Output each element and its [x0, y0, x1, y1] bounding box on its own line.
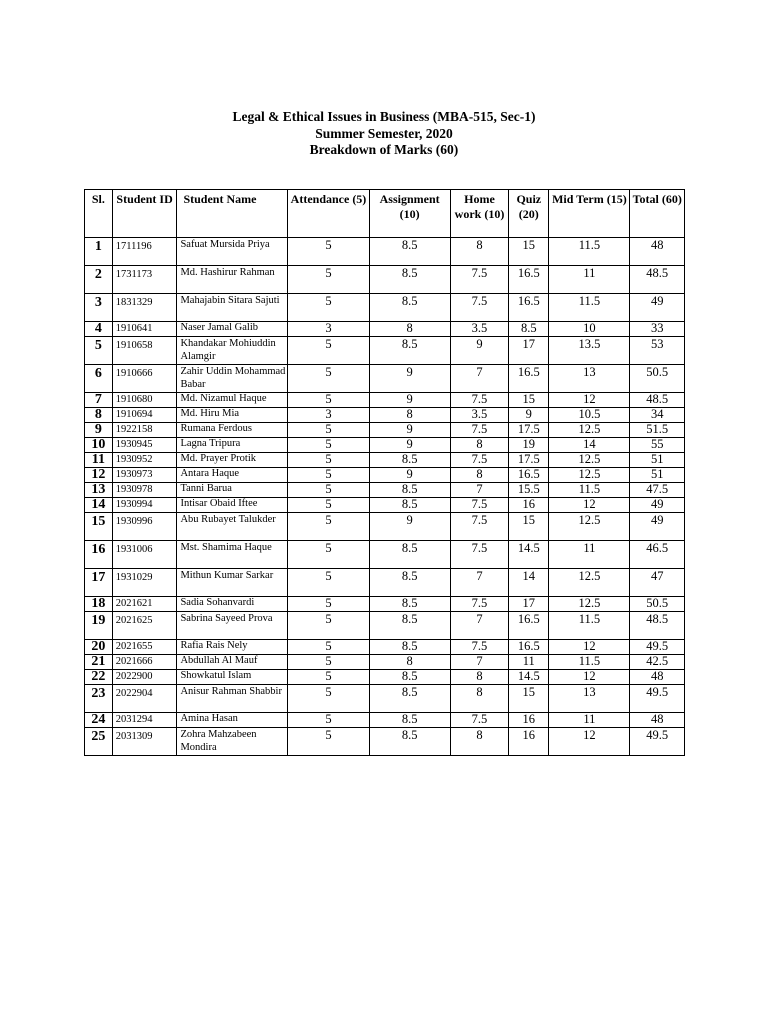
cell-midterm: 13 — [549, 365, 630, 393]
cell-student-name: Naser Jamal Galib — [177, 322, 288, 337]
cell-student-name: Zahir Uddin Mohammad Babar — [177, 365, 288, 393]
cell-homework: 7 — [450, 483, 509, 498]
cell-student-name: Anisur Rahman Shabbir — [177, 685, 288, 713]
cell-attendance: 5 — [288, 498, 369, 513]
cell-sl: 2 — [85, 266, 113, 294]
cell-student-id: 2021666 — [112, 655, 177, 670]
table-row — [85, 483, 685, 498]
cell-student-name: Rumana Ferdous — [177, 423, 288, 438]
cell-assignment: 8.5 — [369, 713, 450, 728]
cell-total: 49 — [630, 294, 685, 322]
cell-student-id: 1930996 — [112, 513, 177, 541]
cell-quiz: 17 — [509, 337, 549, 365]
cell-student-name: Abu Rubayet Talukder — [177, 513, 288, 541]
cell-assignment: 9 — [369, 393, 450, 408]
cell-student-id: 2022904 — [112, 685, 177, 713]
cell-sl: 18 — [85, 597, 113, 612]
cell-student-name: Sabrina Sayeed Prova — [177, 612, 288, 640]
cell-student-name: Safuat Mursida Priya — [177, 238, 288, 266]
cell-homework: 7.5 — [450, 266, 509, 294]
document-header — [0, 109, 768, 159]
cell-attendance: 5 — [288, 597, 369, 612]
cell-midterm: 14 — [549, 438, 630, 453]
table-row — [85, 393, 685, 408]
cell-quiz: 16.5 — [509, 365, 549, 393]
cell-quiz: 17.5 — [509, 423, 549, 438]
cell-assignment: 8.5 — [369, 266, 450, 294]
marks-table — [84, 189, 685, 756]
cell-quiz: 16.5 — [509, 468, 549, 483]
cell-attendance: 5 — [288, 453, 369, 468]
cell-midterm: 12 — [549, 498, 630, 513]
cell-quiz: 16 — [509, 498, 549, 513]
cell-total: 47.5 — [630, 483, 685, 498]
table-row — [85, 365, 685, 393]
cell-homework: 3.5 — [450, 322, 509, 337]
cell-quiz: 8.5 — [509, 322, 549, 337]
cell-assignment: 8 — [369, 655, 450, 670]
cell-total: 49.5 — [630, 685, 685, 713]
cell-assignment: 9 — [369, 513, 450, 541]
cell-sl: 11 — [85, 453, 113, 468]
cell-attendance: 5 — [288, 612, 369, 640]
cell-homework: 7 — [450, 365, 509, 393]
cell-sl: 15 — [85, 513, 113, 541]
cell-student-id: 1931006 — [112, 541, 177, 569]
cell-total: 48 — [630, 713, 685, 728]
cell-student-name: Md. Prayer Protik — [177, 453, 288, 468]
cell-sl: 19 — [85, 612, 113, 640]
cell-student-name: Sadia Sohanvardi — [177, 597, 288, 612]
cell-homework: 9 — [450, 337, 509, 365]
cell-assignment: 8.5 — [369, 498, 450, 513]
cell-attendance: 5 — [288, 569, 369, 597]
cell-sl: 4 — [85, 322, 113, 337]
cell-quiz: 16.5 — [509, 294, 549, 322]
cell-student-id: 2031309 — [112, 728, 177, 756]
table-header-row — [85, 190, 685, 238]
cell-quiz: 14.5 — [509, 541, 549, 569]
cell-student-name: Md. Nizamul Haque — [177, 393, 288, 408]
header-homework: Home work (10) — [450, 190, 509, 238]
cell-total: 53 — [630, 337, 685, 365]
cell-midterm: 10 — [549, 322, 630, 337]
cell-total: 49 — [630, 498, 685, 513]
cell-attendance: 5 — [288, 365, 369, 393]
cell-midterm: 11.5 — [549, 483, 630, 498]
cell-student-name: Tanni Barua — [177, 483, 288, 498]
cell-attendance: 3 — [288, 322, 369, 337]
cell-midterm: 12.5 — [549, 468, 630, 483]
cell-attendance: 5 — [288, 337, 369, 365]
table-row — [85, 569, 685, 597]
cell-assignment: 9 — [369, 365, 450, 393]
cell-attendance: 5 — [288, 713, 369, 728]
cell-attendance: 5 — [288, 483, 369, 498]
table-row — [85, 266, 685, 294]
cell-student-name: Khandakar Mohiuddin Alamgir — [177, 337, 288, 365]
table-row — [85, 513, 685, 541]
cell-student-id: 2021625 — [112, 612, 177, 640]
table-row — [85, 498, 685, 513]
cell-assignment: 8.5 — [369, 612, 450, 640]
cell-quiz: 19 — [509, 438, 549, 453]
cell-homework: 8 — [450, 468, 509, 483]
cell-quiz: 15 — [509, 393, 549, 408]
cell-midterm: 11.5 — [549, 612, 630, 640]
cell-student-name: Zohra Mahzabeen Mondira — [177, 728, 288, 756]
cell-student-id: 1922158 — [112, 423, 177, 438]
table-row — [85, 597, 685, 612]
cell-student-name: Amina Hasan — [177, 713, 288, 728]
table-row — [85, 453, 685, 468]
cell-student-name: Abdullah Al Mauf — [177, 655, 288, 670]
cell-assignment: 8.5 — [369, 483, 450, 498]
cell-student-id: 1930973 — [112, 468, 177, 483]
table-row — [85, 238, 685, 266]
cell-midterm: 10.5 — [549, 408, 630, 423]
marks-breakdown-title: Breakdown of Marks (60) — [309, 142, 459, 157]
cell-quiz: 16.5 — [509, 266, 549, 294]
cell-midterm: 13 — [549, 685, 630, 713]
cell-attendance: 5 — [288, 541, 369, 569]
header-quiz: Quiz (20) — [509, 190, 549, 238]
cell-midterm: 12 — [549, 670, 630, 685]
cell-homework: 7.5 — [450, 713, 509, 728]
cell-homework: 7.5 — [450, 294, 509, 322]
cell-midterm: 13.5 — [549, 337, 630, 365]
cell-quiz: 11 — [509, 655, 549, 670]
cell-student-name: Mst. Shamima Haque — [177, 541, 288, 569]
cell-student-id: 1930945 — [112, 438, 177, 453]
cell-attendance: 5 — [288, 655, 369, 670]
cell-homework: 7 — [450, 612, 509, 640]
table-row — [85, 468, 685, 483]
cell-attendance: 3 — [288, 408, 369, 423]
cell-total: 55 — [630, 438, 685, 453]
course-title: Legal & Ethical Issues in Business (MBA-515, Sec-1) — [232, 109, 536, 124]
cell-total: 46.5 — [630, 541, 685, 569]
cell-quiz: 15 — [509, 513, 549, 541]
cell-midterm: 12.5 — [549, 597, 630, 612]
cell-homework: 8 — [450, 238, 509, 266]
table-row — [85, 655, 685, 670]
cell-student-id: 1910694 — [112, 408, 177, 423]
cell-homework: 7.5 — [450, 423, 509, 438]
cell-total: 48.5 — [630, 393, 685, 408]
cell-student-id: 1910658 — [112, 337, 177, 365]
cell-student-name: Mithun Kumar Sarkar — [177, 569, 288, 597]
cell-quiz: 17.5 — [509, 453, 549, 468]
cell-sl: 3 — [85, 294, 113, 322]
cell-sl: 12 — [85, 468, 113, 483]
cell-homework: 8 — [450, 438, 509, 453]
cell-total: 50.5 — [630, 365, 685, 393]
cell-sl: 1 — [85, 238, 113, 266]
cell-sl: 22 — [85, 670, 113, 685]
cell-attendance: 5 — [288, 423, 369, 438]
cell-sl: 7 — [85, 393, 113, 408]
cell-total: 48.5 — [630, 266, 685, 294]
cell-quiz: 9 — [509, 408, 549, 423]
table-row — [85, 612, 685, 640]
cell-assignment: 8.5 — [369, 670, 450, 685]
cell-assignment: 8 — [369, 408, 450, 423]
header-assignment: Assignment (10) — [369, 190, 450, 238]
cell-sl: 24 — [85, 713, 113, 728]
header-student-id: Student ID — [112, 190, 177, 238]
cell-student-name: Rafia Rais Nely — [177, 640, 288, 655]
cell-midterm: 12.5 — [549, 513, 630, 541]
cell-midterm: 12.5 — [549, 569, 630, 597]
header-attendance: Attendance (5) — [288, 190, 369, 238]
cell-homework: 7.5 — [450, 640, 509, 655]
cell-sl: 5 — [85, 337, 113, 365]
header-midterm: Mid Term (15) — [549, 190, 630, 238]
header-sl: Sl. — [85, 190, 113, 238]
cell-student-id: 1930994 — [112, 498, 177, 513]
cell-student-id: 2021621 — [112, 597, 177, 612]
cell-attendance: 5 — [288, 294, 369, 322]
cell-midterm: 11.5 — [549, 655, 630, 670]
cell-midterm: 12 — [549, 640, 630, 655]
cell-student-name: Md. Hashirur Rahman — [177, 266, 288, 294]
cell-student-id: 1831329 — [112, 294, 177, 322]
cell-attendance: 5 — [288, 266, 369, 294]
cell-quiz: 16 — [509, 713, 549, 728]
cell-sl: 20 — [85, 640, 113, 655]
cell-sl: 23 — [85, 685, 113, 713]
cell-homework: 7.5 — [450, 453, 509, 468]
cell-quiz: 17 — [509, 597, 549, 612]
cell-student-id: 1910666 — [112, 365, 177, 393]
cell-student-id: 1731173 — [112, 266, 177, 294]
cell-attendance: 5 — [288, 393, 369, 408]
cell-student-name: Lagna Tripura — [177, 438, 288, 453]
cell-quiz: 15.5 — [509, 483, 549, 498]
cell-assignment: 8.5 — [369, 337, 450, 365]
table-row — [85, 713, 685, 728]
cell-student-id: 1930978 — [112, 483, 177, 498]
cell-sl: 14 — [85, 498, 113, 513]
cell-homework: 7.5 — [450, 597, 509, 612]
cell-sl: 21 — [85, 655, 113, 670]
cell-homework: 7 — [450, 655, 509, 670]
cell-quiz: 16.5 — [509, 612, 549, 640]
cell-assignment: 8.5 — [369, 453, 450, 468]
cell-homework: 7.5 — [450, 393, 509, 408]
cell-midterm: 11.5 — [549, 294, 630, 322]
cell-sl: 13 — [85, 483, 113, 498]
cell-sl: 6 — [85, 365, 113, 393]
cell-sl: 17 — [85, 569, 113, 597]
cell-midterm: 11 — [549, 713, 630, 728]
table-row — [85, 294, 685, 322]
table-row — [85, 322, 685, 337]
cell-quiz: 15 — [509, 238, 549, 266]
cell-attendance: 5 — [288, 438, 369, 453]
cell-assignment: 8.5 — [369, 685, 450, 713]
cell-assignment: 9 — [369, 438, 450, 453]
cell-sl: 9 — [85, 423, 113, 438]
cell-student-name: Intisar Obaid Iftee — [177, 498, 288, 513]
cell-total: 42.5 — [630, 655, 685, 670]
cell-sl: 25 — [85, 728, 113, 756]
header-total: Total (60) — [630, 190, 685, 238]
cell-assignment: 8.5 — [369, 238, 450, 266]
cell-quiz: 14.5 — [509, 670, 549, 685]
cell-total: 48.5 — [630, 612, 685, 640]
cell-total: 34 — [630, 408, 685, 423]
cell-assignment: 9 — [369, 423, 450, 438]
cell-student-name: Md. Hiru Mia — [177, 408, 288, 423]
table-row — [85, 423, 685, 438]
cell-sl: 8 — [85, 408, 113, 423]
cell-homework: 7 — [450, 569, 509, 597]
table-row — [85, 640, 685, 655]
table-row — [85, 337, 685, 365]
cell-total: 48 — [630, 670, 685, 685]
cell-midterm: 12 — [549, 393, 630, 408]
cell-assignment: 8.5 — [369, 541, 450, 569]
cell-total: 47 — [630, 569, 685, 597]
header-student-name: Student Name — [177, 190, 288, 238]
cell-midterm: 12.5 — [549, 423, 630, 438]
cell-total: 49.5 — [630, 728, 685, 756]
cell-assignment: 8.5 — [369, 728, 450, 756]
cell-student-id: 2021655 — [112, 640, 177, 655]
cell-homework: 3.5 — [450, 408, 509, 423]
cell-sl: 10 — [85, 438, 113, 453]
cell-student-name: Antara Haque — [177, 468, 288, 483]
cell-total: 51.5 — [630, 423, 685, 438]
cell-student-id: 1910641 — [112, 322, 177, 337]
cell-total: 51 — [630, 453, 685, 468]
cell-homework: 8 — [450, 685, 509, 713]
cell-student-id: 1910680 — [112, 393, 177, 408]
cell-assignment: 8.5 — [369, 640, 450, 655]
cell-assignment: 8.5 — [369, 294, 450, 322]
table-row — [85, 408, 685, 423]
cell-assignment: 8 — [369, 322, 450, 337]
cell-quiz: 16.5 — [509, 640, 549, 655]
cell-midterm: 11 — [549, 541, 630, 569]
cell-homework: 7.5 — [450, 498, 509, 513]
cell-total: 33 — [630, 322, 685, 337]
cell-sl: 16 — [85, 541, 113, 569]
cell-student-name: Mahajabin Sitara Sajuti — [177, 294, 288, 322]
cell-student-name: Showkatul Islam — [177, 670, 288, 685]
cell-homework: 8 — [450, 728, 509, 756]
cell-midterm: 12 — [549, 728, 630, 756]
cell-homework: 8 — [450, 670, 509, 685]
cell-assignment: 8.5 — [369, 569, 450, 597]
cell-attendance: 5 — [288, 468, 369, 483]
cell-attendance: 5 — [288, 640, 369, 655]
cell-attendance: 5 — [288, 728, 369, 756]
table-row — [85, 728, 685, 756]
cell-quiz: 16 — [509, 728, 549, 756]
cell-midterm: 11 — [549, 266, 630, 294]
table-row — [85, 670, 685, 685]
table-row — [85, 541, 685, 569]
table-body — [85, 238, 685, 756]
cell-attendance: 5 — [288, 238, 369, 266]
cell-homework: 7.5 — [450, 541, 509, 569]
cell-midterm: 11.5 — [549, 238, 630, 266]
cell-total: 51 — [630, 468, 685, 483]
cell-student-id: 1931029 — [112, 569, 177, 597]
cell-total: 50.5 — [630, 597, 685, 612]
cell-assignment: 8.5 — [369, 597, 450, 612]
cell-attendance: 5 — [288, 513, 369, 541]
cell-student-id: 1930952 — [112, 453, 177, 468]
cell-midterm: 12.5 — [549, 453, 630, 468]
cell-quiz: 15 — [509, 685, 549, 713]
cell-total: 48 — [630, 238, 685, 266]
cell-assignment: 9 — [369, 468, 450, 483]
semester-title: Summer Semester, 2020 — [315, 125, 453, 141]
table-row — [85, 438, 685, 453]
cell-attendance: 5 — [288, 685, 369, 713]
cell-student-id: 2022900 — [112, 670, 177, 685]
cell-total: 49.5 — [630, 640, 685, 655]
cell-total: 49 — [630, 513, 685, 541]
cell-attendance: 5 — [288, 670, 369, 685]
cell-student-id: 1711196 — [112, 238, 177, 266]
cell-student-id: 2031294 — [112, 713, 177, 728]
cell-homework: 7.5 — [450, 513, 509, 541]
cell-quiz: 14 — [509, 569, 549, 597]
table-row — [85, 685, 685, 713]
